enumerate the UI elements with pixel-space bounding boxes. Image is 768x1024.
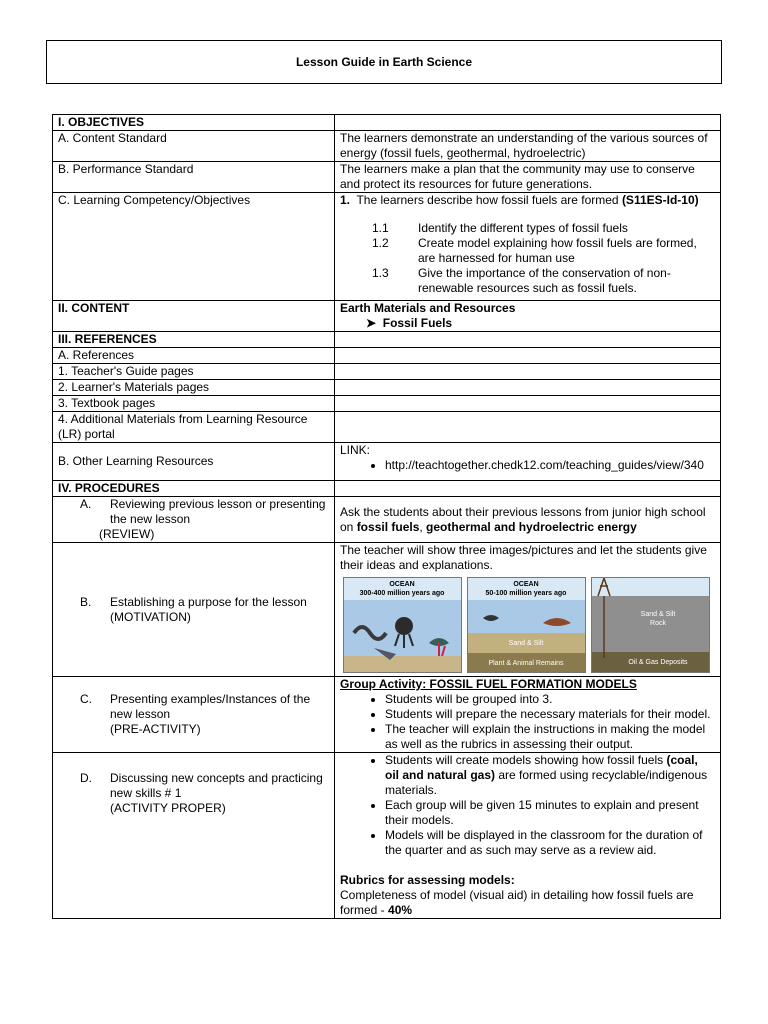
content-subtopic — [340, 316, 715, 331]
procedure-c-row — [58, 692, 329, 737]
competency-cell — [335, 193, 721, 301]
learners-materials-pages: 2. Learner's Materials pages — [53, 380, 335, 396]
procedure-a-text-cell — [335, 497, 721, 543]
procedure-d-cell — [335, 753, 721, 919]
objectives-heading: I. OBJECTIVES — [53, 115, 335, 131]
image-title: OCEAN — [389, 581, 415, 588]
oil-gas-illustration — [592, 578, 709, 672]
table-row — [53, 443, 721, 481]
references-a: A. References — [53, 348, 335, 364]
resource-link[interactable]: • http://teachtogether.chedk12.com/teaching_guides/view/340 — [385, 458, 715, 473]
page-title — [46, 40, 722, 84]
activity-proper-list — [340, 753, 715, 858]
motivation-text: The teacher will show three images/pictures and let the students give their ideas and explanations. — [340, 543, 707, 572]
table-row — [53, 115, 721, 131]
table-row — [53, 543, 721, 677]
performance-standard-label: B. Performance Standard — [53, 162, 335, 193]
list-item: • Models will be displayed in the classroom for the duration of the quarter and as such may serve as a review aid. — [385, 828, 715, 858]
review-sep: , — [419, 519, 427, 534]
d-b1-post: are formed using recyclable/indigenous materials. — [385, 768, 708, 797]
procedure-a-label — [53, 497, 335, 543]
d-b1-bold: (coal, oil and natural gas) — [385, 753, 698, 782]
procedure-b-row — [58, 595, 329, 625]
table-row — [53, 131, 721, 162]
review-bold-1: fossil fuels — [356, 519, 420, 534]
competency-code: (S11ES-Id-10) — [621, 193, 699, 207]
table-row — [53, 412, 721, 443]
fossil-fuel-images — [343, 577, 715, 673]
empty-cell — [335, 364, 721, 380]
table-row — [53, 396, 721, 412]
arrow-icon: ➤ — [366, 316, 377, 330]
objective-text: Create model explaining how fossil fuels are formed, are harnessed for human use — [418, 236, 697, 265]
procedure-c-cell — [335, 677, 721, 753]
image-layer-label: Sand & Silt — [640, 611, 676, 618]
procedure-letter: B. — [80, 594, 92, 609]
content-cell — [335, 301, 721, 332]
objective-text: Give the importance of the conservation of non-renewable resources such as fossil fuels. — [418, 266, 671, 295]
list-item: • Students will prepare the necessary materials for their model. — [385, 707, 715, 722]
procedures-heading: IV. PROCEDURES — [53, 481, 335, 497]
empty-cell — [335, 380, 721, 396]
ocean-ancient-illustration — [344, 578, 461, 672]
table-row — [53, 364, 721, 380]
procedure-b-cell — [335, 543, 721, 677]
objective-item — [340, 266, 715, 296]
procedure-a-sub: (REVIEW) — [99, 527, 155, 541]
rubrics-text — [340, 888, 715, 918]
review-bold-2: geothermal and hydroelectric energy — [426, 519, 637, 534]
references-heading: III. REFERENCES — [53, 332, 335, 348]
ocean-recent-illustration — [468, 578, 585, 672]
image-layer-label: Rock — [650, 620, 666, 627]
rubrics-heading: Rubrics for assessing models: — [340, 873, 515, 887]
empty-cell — [335, 412, 721, 443]
procedure-d-sub: (ACTIVITY PROPER) — [110, 801, 226, 815]
objective-item — [340, 221, 715, 236]
oil-gas-image — [591, 577, 710, 673]
empty-cell — [335, 481, 721, 497]
procedure-letter: A. — [80, 497, 92, 511]
competency-label: C. Learning Competency/Objectives — [53, 193, 335, 301]
list-item: • Students will be grouped into 3. — [385, 692, 715, 707]
procedure-letter: D. — [80, 771, 92, 785]
objective-num: 1.3 — [372, 266, 389, 280]
other-resources-label: B. Other Learning Resources — [53, 443, 335, 481]
table-row — [53, 193, 721, 301]
image-layer-label: Oil & Gas Deposits — [628, 659, 688, 666]
content-topic: Earth Materials and Resources — [340, 301, 516, 315]
procedure-b-body — [110, 595, 307, 625]
table-row — [53, 162, 721, 193]
procedure-c-sub: (PRE-ACTIVITY) — [110, 722, 201, 736]
group-activity-heading: Group Activity: FOSSIL FUEL FORMATION MODELS — [340, 677, 637, 691]
list-item: • Each group will be given 15 minutes to explain and present their models. — [385, 798, 715, 828]
link-label: LINK: — [340, 443, 371, 457]
lr-portal: 4. Additional Materials from Learning Resource (LR) portal — [53, 412, 335, 443]
table-row — [53, 301, 721, 332]
empty-cell — [335, 332, 721, 348]
subtopic-text: Fossil Fuels — [382, 316, 453, 330]
d-b1-pre: Students will create models showing how fossil fuels — [385, 753, 667, 767]
rubrics-percent: 40% — [388, 903, 413, 917]
empty-cell — [335, 348, 721, 364]
table-row — [53, 753, 721, 919]
pre-activity-list — [340, 692, 715, 752]
content-standard-text: The learners demonstrate an understanding of the various sources of energy (fossil fuels, geothermal, hydroelectric) — [335, 131, 721, 162]
procedure-b-label — [53, 543, 335, 677]
procedure-b-text: Establishing a purpose for the lesson — [110, 594, 307, 609]
competency-text: The learners describe how fossil fuels are formed — [356, 193, 619, 207]
empty-cell — [335, 396, 721, 412]
content-standard-label: A. Content Standard — [53, 131, 335, 162]
objective-num: 1.2 — [372, 236, 389, 250]
procedure-d-label — [53, 753, 335, 919]
review-text: Ask the students about their previous lessons from junior high school on — [340, 504, 706, 534]
procedure-a-text: Reviewing previous lesson or presenting the new lesson — [110, 497, 326, 526]
teachers-guide-pages: 1. Teacher's Guide pages — [53, 364, 335, 380]
image-title: OCEAN — [513, 581, 539, 588]
objective-text: Identify the different types of fossil fuels — [418, 221, 628, 235]
ocean-50-100-image — [467, 577, 586, 673]
textbook-pages: 3. Textbook pages — [53, 396, 335, 412]
rubrics-desc: Completeness of model (visual aid) in detailing how fossil fuels are formed - — [340, 888, 694, 917]
image-layer-label: Sand & Silt — [508, 640, 544, 647]
table-row — [53, 380, 721, 396]
lesson-plan-table — [52, 114, 721, 919]
procedure-c-text: Presenting examples/Instances of the new lesson — [110, 692, 311, 721]
ocean-300-400-image — [343, 577, 462, 673]
procedure-d-row — [58, 771, 329, 816]
table-row — [53, 481, 721, 497]
performance-standard-text: The learners make a plan that the community may use to conserve and protect its resources for future generations. — [335, 162, 721, 193]
competency-number: 1. — [340, 193, 351, 207]
procedure-letter: C. — [80, 692, 92, 706]
image-layer-label: Plant & Animal Remains — [488, 660, 564, 667]
procedure-d-text: Discussing new concepts and practicing new skills # 1 — [110, 771, 323, 800]
content-heading: II. CONTENT — [53, 301, 335, 332]
objective-num: 1.1 — [372, 221, 389, 235]
procedure-d-body — [110, 771, 329, 816]
empty-cell — [335, 115, 721, 131]
table-row — [53, 332, 721, 348]
procedure-b-sub: (MOTIVATION) — [110, 609, 191, 624]
title-text: Lesson Guide in Earth Science — [295, 55, 473, 69]
competency-main — [340, 193, 715, 208]
image-age: 50-100 million years ago — [485, 590, 567, 597]
image-age: 300-400 million years ago — [359, 590, 445, 597]
list-item: • The teacher will explain the instructions in making the model as well as the rubrics in assessing their output. — [385, 722, 715, 752]
table-row — [53, 348, 721, 364]
link-list — [340, 458, 715, 473]
procedure-a-row — [58, 497, 329, 527]
list-item — [385, 753, 715, 798]
other-resources-cell — [335, 443, 721, 481]
table-row — [53, 677, 721, 753]
table-row — [53, 497, 721, 543]
procedure-c-body — [110, 692, 329, 737]
procedure-c-label — [53, 677, 335, 753]
objective-item — [340, 236, 715, 266]
